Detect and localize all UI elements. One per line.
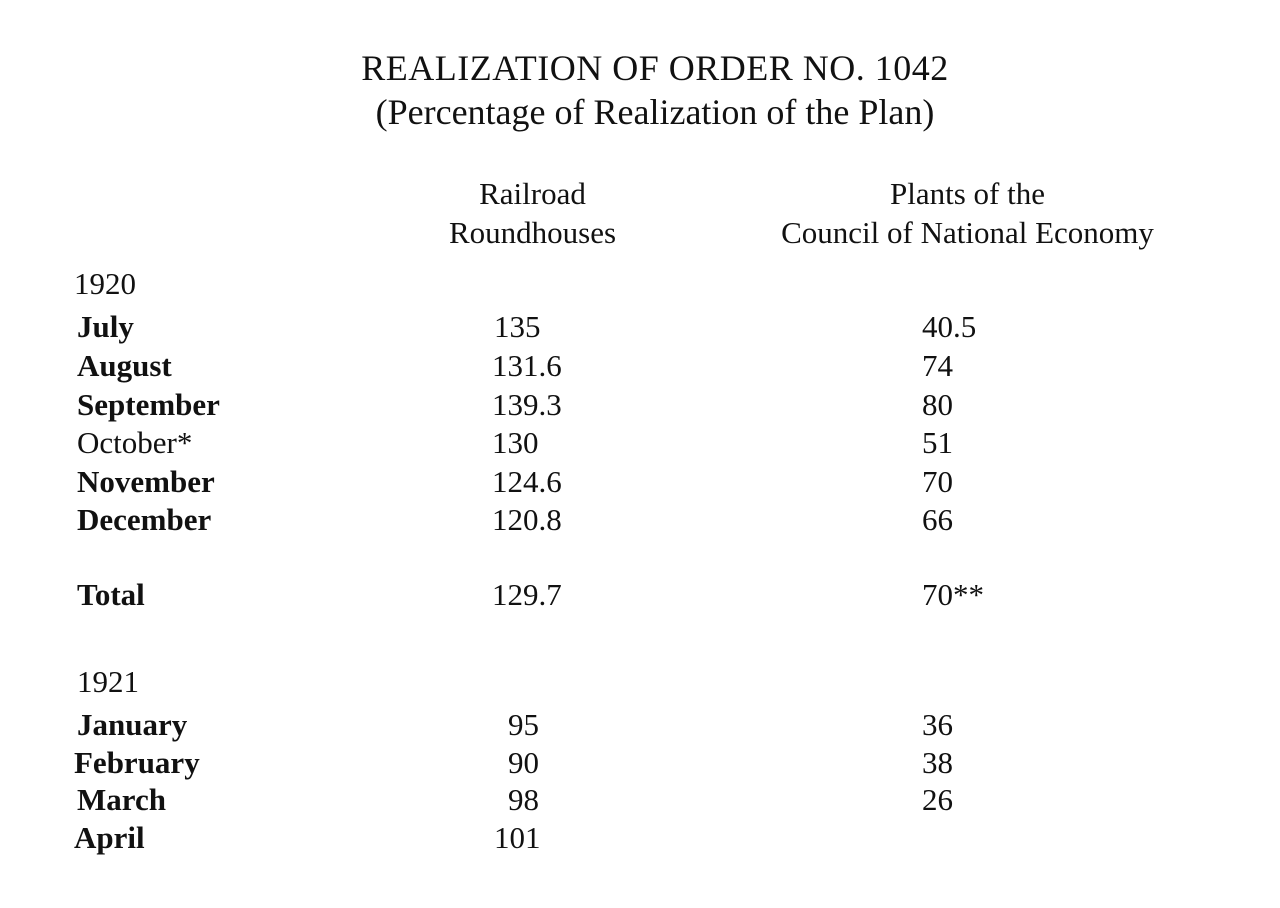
- table-row: [0, 706, 1280, 744]
- plants-total: 70**: [922, 577, 984, 612]
- month-label: April: [74, 820, 145, 855]
- table-row: [0, 308, 1280, 346]
- railroad-value: 95: [508, 707, 539, 742]
- month-label: November: [77, 464, 215, 499]
- table-row: [0, 501, 1280, 539]
- plants-value: 36: [922, 707, 953, 742]
- total-row: [0, 576, 1280, 614]
- column-header-railroad: [415, 174, 650, 252]
- table-title: REALIZATION OF ORDER NO. 1042: [361, 48, 949, 88]
- column-header-railroad-line2: Roundhouses: [448, 215, 617, 250]
- plants-value: 74: [922, 348, 953, 383]
- column-header-plants-line1: Plants of the: [890, 176, 1045, 211]
- month-label: September: [77, 387, 220, 422]
- table-row: [0, 463, 1280, 501]
- railroad-value: 130: [492, 425, 539, 460]
- table-row: [0, 781, 1280, 819]
- plants-value: 80: [922, 387, 953, 422]
- column-header-plants: [715, 174, 1220, 252]
- year-label-1921: 1921: [77, 664, 139, 699]
- plants-value: 51: [922, 425, 953, 460]
- railroad-value: 98: [508, 782, 539, 817]
- column-header-plants-line2: Council of National Economy: [781, 215, 1154, 250]
- month-label: July: [77, 309, 134, 344]
- railroad-value: 131.6: [492, 348, 562, 383]
- plants-value: 70: [922, 464, 953, 499]
- month-label: February: [74, 745, 200, 780]
- railroad-value: 135: [494, 309, 541, 344]
- month-label: March: [77, 782, 166, 817]
- month-label: January: [77, 707, 188, 742]
- month-label: October*: [77, 425, 193, 460]
- plants-value: 40.5: [922, 309, 977, 344]
- table-row: [0, 819, 1280, 857]
- plants-value: 66: [922, 502, 953, 537]
- table-row: [0, 347, 1280, 385]
- railroad-value: 120.8: [492, 502, 562, 537]
- table-row: [0, 744, 1280, 782]
- railroad-value: 90: [508, 745, 539, 780]
- plants-value: 38: [922, 745, 953, 780]
- year-label-1920: 1920: [74, 266, 136, 301]
- month-label: August: [77, 348, 172, 383]
- table-row: [0, 386, 1280, 424]
- railroad-total: 129.7: [492, 577, 562, 612]
- total-label: Total: [77, 577, 145, 612]
- railroad-value: 101: [494, 820, 541, 855]
- table-subtitle: (Percentage of Realization of the Plan): [375, 92, 935, 132]
- plants-value: 26: [922, 782, 953, 817]
- column-header-railroad-line1: Railroad: [479, 176, 586, 211]
- railroad-value: 139.3: [492, 387, 562, 422]
- table-row: [0, 424, 1280, 462]
- month-label: December: [77, 502, 212, 537]
- railroad-value: 124.6: [492, 464, 562, 499]
